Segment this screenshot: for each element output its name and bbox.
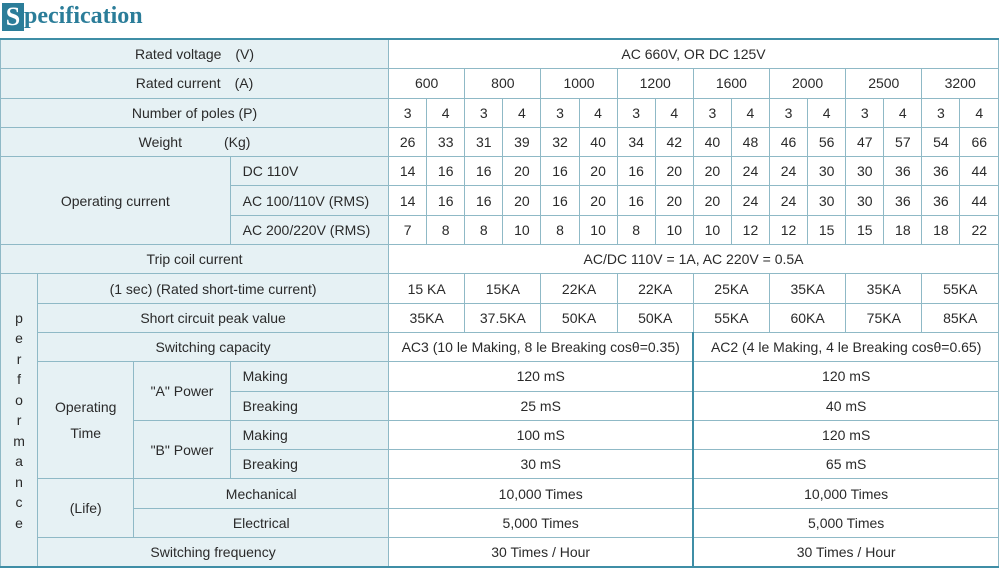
performance-letter: c (15, 494, 23, 511)
operating-current-sublabel: DC 110V (230, 157, 388, 186)
poles-value: 4 (427, 98, 465, 127)
b-power-making-left: 100 mS (389, 420, 694, 449)
poles-value: 3 (693, 98, 731, 127)
switching-frequency-row (1, 538, 999, 568)
poles-value: 3 (617, 98, 655, 127)
operating-current-row (1, 157, 999, 186)
rated-current-value: 1200 (617, 69, 693, 98)
weight-value: 34 (617, 127, 655, 156)
performance-letter: r (16, 412, 22, 429)
operating-current-value: 30 (808, 186, 846, 215)
short-time-current-value: 22KA (617, 274, 693, 303)
operating-current-value: 16 (617, 186, 655, 215)
rated-voltage-row (1, 39, 999, 69)
operating-current-value: 12 (731, 215, 769, 244)
weight-value: 40 (693, 127, 731, 156)
poles-value: 4 (960, 98, 999, 127)
performance-letter: r (16, 350, 22, 367)
peak-value: 75KA (846, 303, 922, 332)
weight-value: 33 (427, 127, 465, 156)
short-time-current-value: 55KA (922, 274, 999, 303)
operating-current-value: 8 (427, 215, 465, 244)
operating-current-label: Operating current (1, 157, 231, 245)
life-electrical-row (1, 508, 999, 537)
operating-current-value: 36 (884, 186, 922, 215)
operating-time-label-line2: Time (70, 425, 102, 442)
b-power-breaking-right: 65 mS (693, 450, 998, 479)
performance-label (1, 274, 38, 567)
peak-value: 55KA (693, 303, 769, 332)
rated-voltage-label: Rated voltage (V) (1, 39, 389, 69)
peak-value: 50KA (541, 303, 617, 332)
operating-current-value: 20 (655, 186, 693, 215)
weight-value: 66 (960, 127, 999, 156)
operating-current-value: 44 (960, 157, 999, 186)
operating-current-value: 22 (960, 215, 999, 244)
weight-row (1, 127, 999, 156)
poles-value: 4 (884, 98, 922, 127)
a-power-breaking-right: 40 mS (693, 391, 998, 420)
weight-value: 46 (770, 127, 808, 156)
operating-current-value: 18 (922, 215, 960, 244)
operating-current-value: 30 (808, 157, 846, 186)
weight-value: 54 (922, 127, 960, 156)
short-time-current-value: 15 KA (389, 274, 465, 303)
operating-current-value: 16 (427, 157, 465, 186)
operating-current-value: 16 (541, 157, 579, 186)
peak-value-label: Short circuit peak value (38, 303, 389, 332)
a-power-making-row (1, 362, 999, 391)
peak-value: 37.5KA (465, 303, 541, 332)
rated-current-value: 1600 (693, 69, 769, 98)
operating-current-value: 16 (427, 186, 465, 215)
b-power-breaking-left: 30 mS (389, 450, 694, 479)
operating-current-value: 30 (846, 157, 884, 186)
performance-vertical-text (1, 308, 37, 534)
a-power-breaking-label: Breaking (230, 391, 388, 420)
operating-time-label (38, 362, 134, 479)
weight-value: 48 (731, 127, 769, 156)
operating-current-value: 18 (884, 215, 922, 244)
a-power-making-left: 120 mS (389, 362, 694, 391)
weight-value: 47 (846, 127, 884, 156)
operating-current-value: 8 (465, 215, 503, 244)
short-time-current-value: 35KA (846, 274, 922, 303)
peak-value: 60KA (770, 303, 846, 332)
performance-letter: o (15, 391, 23, 408)
operating-current-sublabel: AC 100/110V (RMS) (230, 186, 388, 215)
title-initial: S (2, 3, 24, 31)
rated-current-label: Rated current (A) (1, 69, 389, 98)
short-time-current-label: (1 sec) (Rated short-time current) (38, 274, 389, 303)
short-time-current-value: 35KA (770, 274, 846, 303)
trip-coil-label: Trip coil current (1, 245, 389, 274)
operating-current-value: 20 (655, 157, 693, 186)
short-time-current-value: 15KA (465, 274, 541, 303)
trip-coil-row (1, 245, 999, 274)
operating-current-value: 20 (579, 186, 617, 215)
operating-current-value: 20 (579, 157, 617, 186)
electrical-left: 5,000 Times (389, 508, 694, 537)
weight-value: 31 (465, 127, 503, 156)
performance-letter: a (15, 453, 23, 470)
rated-current-value: 800 (465, 69, 541, 98)
electrical-label: Electrical (134, 508, 389, 537)
rated-current-value: 1000 (541, 69, 617, 98)
peak-value: 50KA (617, 303, 693, 332)
mechanical-label: Mechanical (134, 479, 389, 508)
operating-current-value: 10 (579, 215, 617, 244)
poles-value: 4 (655, 98, 693, 127)
weight-value: 40 (579, 127, 617, 156)
rated-current-value: 2500 (846, 69, 922, 98)
performance-letter: n (15, 473, 23, 490)
operating-current-value: 16 (541, 186, 579, 215)
switching-frequency-right: 30 Times / Hour (693, 538, 998, 568)
switching-frequency-label: Switching frequency (38, 538, 389, 568)
operating-current-value: 10 (693, 215, 731, 244)
rated-current-value: 3200 (922, 69, 999, 98)
rated-current-value: 600 (389, 69, 465, 98)
operating-current-value: 8 (541, 215, 579, 244)
operating-current-value: 8 (617, 215, 655, 244)
operating-current-value: 36 (922, 157, 960, 186)
switching-capacity-right: AC2 (4 le Making, 4 le Breaking cosθ=0.65) (693, 332, 998, 361)
operating-current-value: 24 (770, 186, 808, 215)
poles-value: 3 (541, 98, 579, 127)
operating-current-value: 14 (389, 186, 427, 215)
peak-value: 85KA (922, 303, 999, 332)
switching-capacity-label: Switching capacity (38, 332, 389, 361)
switching-frequency-left: 30 Times / Hour (389, 538, 694, 568)
operating-current-value: 36 (922, 186, 960, 215)
mechanical-left: 10,000 Times (389, 479, 694, 508)
performance-letter: f (17, 371, 21, 388)
performance-letter: e (15, 514, 23, 531)
operating-time-label-line1: Operating (54, 399, 117, 416)
trip-coil-value: AC/DC 110V = 1A, AC 220V = 0.5A (389, 245, 999, 274)
short-time-current-value: 25KA (693, 274, 769, 303)
poles-value: 3 (922, 98, 960, 127)
poles-value: 4 (731, 98, 769, 127)
performance-letter: m (13, 432, 25, 449)
operating-current-value: 24 (731, 157, 769, 186)
rated-current-value: 2000 (770, 69, 846, 98)
a-power-making-label: Making (230, 362, 388, 391)
poles-value: 4 (808, 98, 846, 127)
peak-value: 35KA (389, 303, 465, 332)
poles-value: 4 (579, 98, 617, 127)
operating-current-value: 20 (693, 186, 731, 215)
short-time-current-value: 22KA (541, 274, 617, 303)
weight-value: 42 (655, 127, 693, 156)
weight-value: 56 (808, 127, 846, 156)
operating-current-value: 20 (503, 186, 541, 215)
poles-value: 3 (770, 98, 808, 127)
operating-current-value: 16 (465, 186, 503, 215)
a-power-label: "A" Power (134, 362, 230, 421)
switching-capacity-row (1, 332, 999, 361)
poles-value: 3 (389, 98, 427, 127)
weight-value: 32 (541, 127, 579, 156)
operating-current-value: 12 (770, 215, 808, 244)
operating-current-value: 10 (655, 215, 693, 244)
short-time-current-row (1, 274, 999, 303)
weight-value: 26 (389, 127, 427, 156)
electrical-right: 5,000 Times (693, 508, 998, 537)
operating-current-value: 20 (693, 157, 731, 186)
life-label: (Life) (38, 479, 134, 538)
poles-value: 4 (503, 98, 541, 127)
life-mechanical-row (1, 479, 999, 508)
weight-label: Weight (Kg) (1, 127, 389, 156)
b-power-making-row (1, 420, 999, 449)
b-power-label: "B" Power (134, 420, 230, 479)
b-power-making-label: Making (230, 420, 388, 449)
specification-table (0, 38, 999, 568)
peak-value-row (1, 303, 999, 332)
operating-current-value: 36 (884, 157, 922, 186)
operating-current-value: 16 (617, 157, 655, 186)
operating-current-sublabel: AC 200/220V (RMS) (230, 215, 388, 244)
performance-letter: e (15, 330, 23, 347)
switching-capacity-left: AC3 (10 le Making, 8 le Breaking cosθ=0.35) (389, 332, 694, 361)
a-power-making-right: 120 mS (693, 362, 998, 391)
operating-current-value: 24 (770, 157, 808, 186)
poles-row (1, 98, 999, 127)
performance-letter: p (15, 309, 23, 326)
operating-current-value: 15 (846, 215, 884, 244)
b-power-breaking-label: Breaking (230, 450, 388, 479)
rated-current-row (1, 69, 999, 98)
b-power-making-right: 120 mS (693, 420, 998, 449)
operating-current-value: 7 (389, 215, 427, 244)
operating-current-value: 44 (960, 186, 999, 215)
title-text: pecification (24, 3, 143, 29)
operating-current-value: 16 (465, 157, 503, 186)
poles-value: 3 (846, 98, 884, 127)
weight-value: 39 (503, 127, 541, 156)
operating-current-value: 10 (503, 215, 541, 244)
poles-label: Number of poles (P) (1, 98, 389, 127)
section-title (0, 0, 1000, 34)
poles-value: 3 (465, 98, 503, 127)
operating-current-value: 20 (503, 157, 541, 186)
operating-current-value: 24 (731, 186, 769, 215)
operating-current-value: 30 (846, 186, 884, 215)
a-power-breaking-left: 25 mS (389, 391, 694, 420)
operating-current-value: 15 (808, 215, 846, 244)
rated-voltage-value: AC 660V, OR DC 125V (389, 39, 999, 69)
operating-current-value: 14 (389, 157, 427, 186)
weight-value: 57 (884, 127, 922, 156)
mechanical-right: 10,000 Times (693, 479, 998, 508)
